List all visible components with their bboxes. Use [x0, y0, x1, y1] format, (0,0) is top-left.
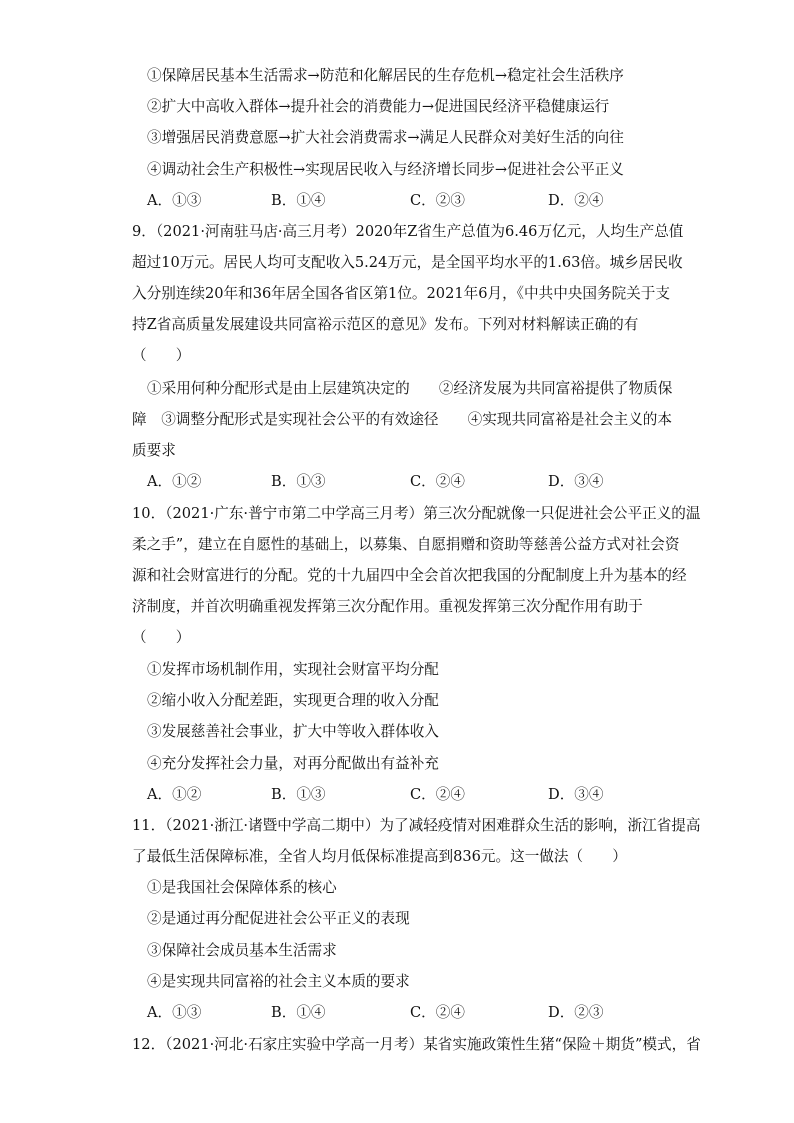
q11-item-1: ①是我国社会保障体系的核心 — [147, 879, 337, 896]
q10-answer-blank: （ ） — [132, 629, 191, 646]
q9-option-c: C．②④ — [410, 473, 465, 490]
q10-stem-2: 柔之手”，建立在自愿性的基础上，以募集、自愿捐赠和资助等慈善公益方式对社会资 — [132, 536, 680, 553]
q10-option-a: A．①② — [147, 786, 202, 803]
q8-item-4: ④调动社会生产积极性→实现居民收入与经济增长同步→促进社会公平正义 — [147, 161, 624, 178]
q10-option-d: D．③④ — [548, 786, 604, 803]
q9-stem-2: 超过10万元。居民人均可支配收入5.24万元，是全国平均水平的1.63倍。城乡居民收 — [132, 254, 683, 271]
q9-stem-4: 持Z省高质量发展建设共同富裕示范区的意见》发布。下列对材料解读正确的有 — [132, 316, 639, 333]
q8-item-1: ①保障居民基本生活需求→防范和化解居民的生存危机→稳定社会生活秩序 — [147, 67, 624, 84]
q9-stem-1: 9．（2021·河南驻马店·高三月考）2020年Z省生产总值为6.46万亿元，人均生产总值 — [132, 223, 684, 240]
q10-option-b: B．①③ — [271, 786, 326, 803]
q9-item-line-3: 质要求 — [132, 442, 176, 459]
q11-option-a: A．①③ — [147, 1004, 202, 1021]
q8-option-a: A．①③ — [147, 192, 202, 209]
q10-item-4: ④充分发挥社会力量，对再分配做出有益补充 — [147, 755, 439, 772]
q9-option-b: B．①③ — [271, 473, 326, 490]
q8-option-b: B．①④ — [271, 192, 326, 209]
q12-stem-1: 12．（2021·河北·石家庄实验中学高一月考）某省实施政策性生猪“保险＋期货”模式，省 — [132, 1036, 701, 1053]
q9-stem-3: 入分别连续20年和36年居全国各省区第1位。2021年6月，《中共中央国务院关于支 — [132, 285, 670, 302]
q10-item-3: ③发展慈善社会事业，扩大中等收入群体收入 — [147, 723, 439, 740]
q11-option-d: D．②③ — [548, 1004, 604, 1021]
q8-item-3: ③增强居民消费意愿→扩大社会消费需求→满足人民群众对美好生活的向往 — [147, 129, 624, 146]
q9-option-a: A．①② — [147, 473, 202, 490]
q11-option-c: C．②④ — [410, 1004, 465, 1021]
q10-item-2: ②缩小收入分配差距，实现更合理的收入分配 — [147, 692, 439, 709]
q10-stem-1: 10．（2021·广东·普宁市第二中学高三月考）第三次分配就像一只促进社会公平正义的温 — [132, 505, 701, 522]
q11-item-2: ②是通过再分配促进社会公平正义的表现 — [147, 910, 410, 927]
q8-option-c: C．②③ — [410, 192, 465, 209]
q9-option-d: D．③④ — [548, 473, 604, 490]
q10-option-c: C．②④ — [410, 786, 465, 803]
q8-option-d: D．②④ — [548, 192, 604, 209]
q11-item-3: ③保障社会成员基本生活需求 — [147, 942, 337, 959]
q8-item-2: ②扩大中高收入群体→提升社会的消费能力→促进国民经济平稳健康运行 — [147, 98, 610, 115]
q11-stem-1: 11．（2021·浙江·诸暨中学高二期中）为了减轻疫情对困难群众生活的影响，浙江省提高 — [132, 817, 701, 834]
q11-option-b: B．①④ — [271, 1004, 326, 1021]
q10-stem-4: 济制度，并首次明确重视发挥第三次分配作用。重视发挥第三次分配作用有助于 — [132, 598, 643, 615]
q9-answer-blank: （ ） — [132, 347, 191, 364]
q11-stem-2: 了最低生活保障标准，全省人均月低保标准提高到836元。这一做法（ ） — [132, 848, 627, 865]
q9-item-line-2: 障 ③调整分配形式是实现社会公平的有效途径 ④实现共同富裕是社会主义的本 — [132, 411, 672, 428]
q10-item-1: ①发挥市场机制作用，实现社会财富平均分配 — [147, 661, 439, 678]
q10-stem-3: 源和社会财富进行的分配。党的十九届四中全会首次把我国的分配制度上升为基本的经 — [132, 567, 687, 584]
q11-item-4: ④是实现共同富裕的社会主义本质的要求 — [147, 973, 410, 990]
q9-item-line-1: ①采用何种分配形式是由上层建筑决定的 ②经济发展为共同富裕提供了物质保 — [147, 380, 673, 397]
